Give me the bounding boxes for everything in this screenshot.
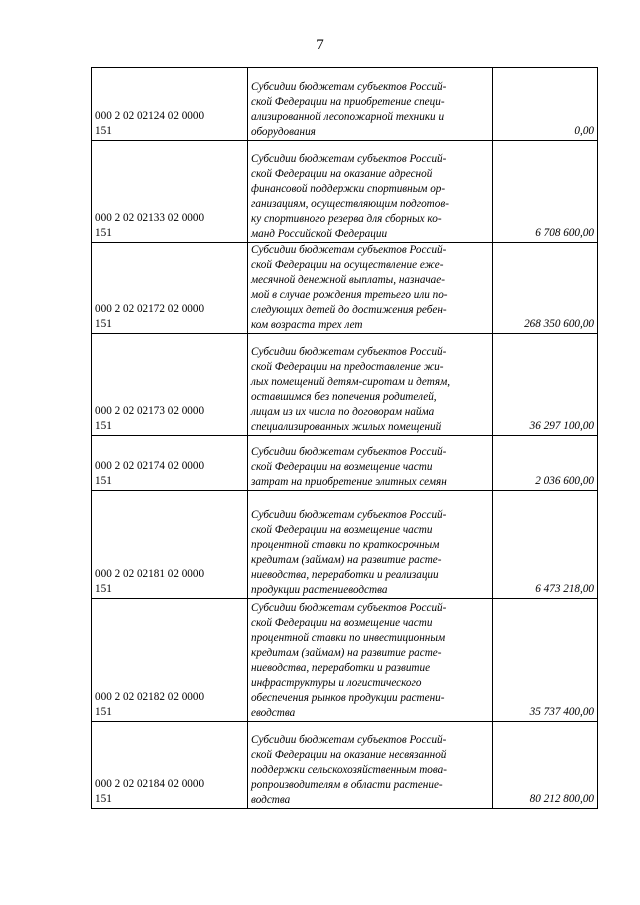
budget-code: 000 2 02 02124 02 0000 151: [95, 110, 205, 137]
budget-code: 000 2 02 02184 02 0000 151: [95, 778, 205, 805]
budget-code-cell: [92, 141, 248, 243]
budget-code: 000 2 02 02172 02 0000 151: [95, 303, 205, 330]
table-row: [92, 141, 598, 243]
amount: 6 708 600,00: [535, 227, 594, 239]
amount: 6 473 218,00: [535, 583, 594, 595]
table-row: [92, 334, 598, 436]
description-cell: Субсидии бюджетам субъектов Россий- ской Федерации на приобретение специ- ализированной лесопожарной техники и оборудования: [248, 68, 493, 141]
table-row: [92, 243, 598, 334]
amount: 268 350 600,00: [524, 318, 594, 330]
page-number: 7: [316, 37, 324, 53]
description-cell: Субсидии бюджетам субъектов Россий- ской Федерации на возмещение части процентной ставки по инвестиционным кредитам (займам) на развитие расте- ниеводства, переработки и развитие инфраструктуры и логистического обеспечения рынков продукции растени- еводства: [248, 599, 493, 722]
amount: 80 212 800,00: [529, 793, 594, 805]
budget-table: [91, 67, 598, 809]
budget-code: 000 2 02 02182 02 0000 151: [95, 691, 205, 718]
budget-code-cell: [92, 491, 248, 599]
description-cell: Субсидии бюджетам субъектов Россий- ской Федерации на осуществление еже- месячной денежной выплаты, назначае- мой в случае рождения третьего или по- следующих детей до достижения ребен- ком возраста трех лет: [248, 243, 493, 334]
budget-code-cell: [92, 722, 248, 809]
table-row: [92, 722, 598, 809]
budget-code-cell: [92, 436, 248, 491]
amount: 36 297 100,00: [529, 420, 594, 432]
amount: 0,00: [574, 125, 594, 137]
description-cell: Субсидии бюджетам субъектов Россий- ской Федерации на оказание несвязанной поддержки сельскохозяйственным това- ропроизводителям в области растение- водства: [248, 722, 493, 809]
amount: 2 036 600,00: [535, 475, 594, 487]
description-cell: Субсидии бюджетам субъектов Россий- ской Федерации на предоставление жи- лых помещений детям-сиротам и детям, оставшимся без попечения родителей, лицам из их числа по договорам найма специализированных жилых помещений: [248, 334, 493, 436]
amount: 35 737 400,00: [529, 706, 594, 718]
amount-cell: [493, 599, 598, 722]
amount-cell: [493, 68, 598, 141]
budget-code: 000 2 02 02174 02 0000 151: [95, 460, 205, 487]
amount-cell: [493, 243, 598, 334]
budget-code-cell: [92, 334, 248, 436]
budget-code: 000 2 02 02133 02 0000 151: [95, 212, 205, 239]
table-row: [92, 599, 598, 722]
amount-cell: [493, 722, 598, 809]
amount-cell: [493, 141, 598, 243]
budget-code-cell: [92, 68, 248, 141]
table-row: [92, 68, 598, 141]
description-cell: Субсидии бюджетам субъектов Россий- ской Федерации на возмещение части процентной ставки по краткосрочным кредитам (займам) на развитие расте- ниеводства, переработки и реализации продукции растениеводства: [248, 491, 493, 599]
description-cell: Субсидии бюджетам субъектов Россий- ской Федерации на возмещение части затрат на приобретение элитных семян: [248, 436, 493, 491]
amount-cell: [493, 436, 598, 491]
budget-code-cell: [92, 599, 248, 722]
amount-cell: [493, 491, 598, 599]
table-row: [92, 436, 598, 491]
budget-code-cell: [92, 243, 248, 334]
description-cell: Субсидии бюджетам субъектов Россий- ской Федерации на оказание адресной финансовой поддержки спортивным ор- ганизациям, осуществляющим подготов- ку спортивного резерва для сборных ко- манд Российской Федерации: [248, 141, 493, 243]
amount-cell: [493, 334, 598, 436]
table-row: [92, 491, 598, 599]
budget-code: 000 2 02 02173 02 0000 151: [95, 405, 205, 432]
budget-code: 000 2 02 02181 02 0000 151: [95, 568, 205, 595]
